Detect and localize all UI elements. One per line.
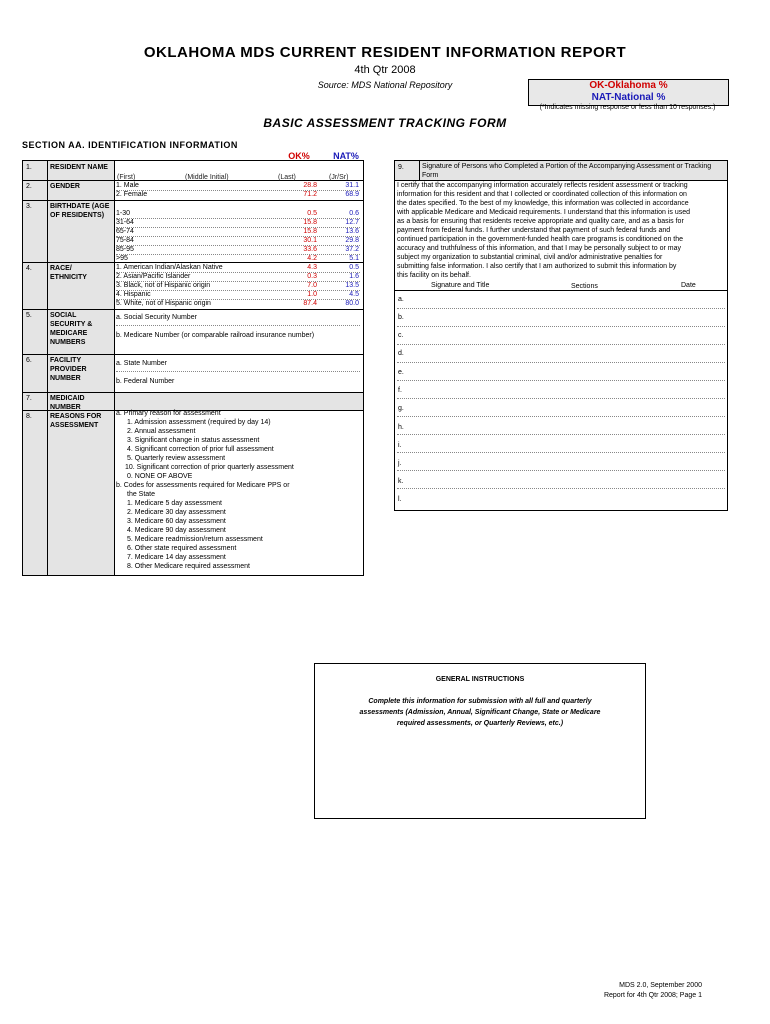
- age-nat-value: 12.7: [345, 219, 359, 226]
- signature-slot-rule: [397, 416, 725, 417]
- reason-line: b. Codes for assessments required for Medicare PPS or: [116, 482, 290, 489]
- signature-slot-rule: [397, 308, 725, 309]
- age-option: 75-84: [116, 237, 134, 244]
- race-option: 4. Hispanic: [116, 291, 151, 298]
- federal-number-label: b. Federal Number: [116, 378, 175, 385]
- form-title: BASIC ASSESSMENT TRACKING FORM: [263, 116, 507, 130]
- certification-line: continued participation in the government-funded health care programs is conditioned on the: [397, 236, 684, 243]
- reason-line: 2. Medicare 30 day assessment: [127, 509, 226, 516]
- gender-option: 1. Male: [116, 182, 139, 189]
- reasons-label: REASONS FOR ASSESSMENT: [50, 413, 102, 429]
- ssn-field-label: a. Social Security Number: [116, 314, 197, 321]
- instructions-line: Complete this information for submission with all full and quarterly: [368, 698, 592, 705]
- race-ok-value: 87.4: [303, 300, 317, 307]
- name-middle: (Middle Initial): [185, 174, 229, 181]
- column-divider: [419, 161, 420, 180]
- certification-line: payment from federal funds. I further understand that payment of such federal funds and: [397, 227, 671, 234]
- identification-table: [22, 160, 364, 576]
- dotted-rule: [116, 371, 360, 372]
- signature-slot-rule: [397, 344, 725, 345]
- signature-slot-rule: [397, 452, 725, 453]
- reason-line: 1. Admission assessment (required by day 14): [127, 419, 271, 426]
- signature-slot-label: a.: [398, 296, 404, 303]
- gender-nat-value: 31.1: [345, 182, 359, 189]
- report-source: Source: MDS National Repository: [317, 80, 453, 90]
- dotted-rule: [116, 254, 360, 255]
- signature-slot-label: e.: [398, 369, 404, 376]
- dotted-rule: [116, 290, 360, 291]
- color-legend: [528, 79, 729, 106]
- reason-line: 10. Significant correction of prior quarterly assessment: [125, 464, 294, 471]
- column-divider: [47, 161, 48, 575]
- reason-line: 2. Annual assessment: [127, 428, 196, 435]
- dotted-rule: [116, 236, 360, 237]
- signature-slot-rule: [397, 434, 725, 435]
- age-ok-value: 4.2: [307, 255, 317, 262]
- certification-line: this facility on its behalf.: [397, 272, 471, 279]
- item-number: 3.: [26, 203, 32, 210]
- age-nat-value: 5.1: [349, 255, 359, 262]
- signature-slot-rule: [397, 362, 725, 363]
- report-quarter: 4th Qtr 2008: [354, 64, 416, 76]
- item-number: 8.: [26, 413, 32, 420]
- reason-line: 4. Medicare 90 day assessment: [127, 527, 226, 534]
- medicaid-label: MEDICAID NUMBER: [50, 395, 85, 411]
- birthdate-label: BIRTHDATE (AGE OF RESIDENTS): [50, 203, 110, 219]
- item-number: 5.: [26, 312, 32, 319]
- race-option: 5. White, not of Hispanic origin: [116, 300, 211, 307]
- race-ok-value: 7.0: [307, 282, 317, 289]
- certification-line: the dates specified. To the best of my knowledge, this information was collected in accordance: [397, 200, 689, 207]
- footer-page: Report for 4th Qtr 2008; Page 1: [603, 992, 702, 999]
- item-number: 1.: [26, 164, 32, 171]
- name-first: (First): [117, 174, 136, 181]
- signature-heading: Signature of Persons who Completed a Portion of the Accompanying Assessment or Tracking Form: [422, 163, 712, 179]
- certification-line: submitting false information. I also certify that I am authorized to submit this information by: [397, 263, 677, 270]
- row-divider: [23, 200, 363, 201]
- instructions-heading: GENERAL INSTRUCTIONS: [435, 676, 525, 683]
- race-ok-value: 4.3: [307, 264, 317, 271]
- signature-slot-label: l.: [398, 496, 402, 503]
- dotted-rule: [116, 227, 360, 228]
- age-ok-value: 15.8: [303, 228, 317, 235]
- signature-slot-label: f.: [398, 387, 402, 394]
- item-number: 4.: [26, 265, 32, 272]
- certification-line: I certify that the accompanying information accurately reflects resident assessment or tracking: [397, 182, 688, 189]
- certification-line: subject my organization to substantial criminal, civil and/or administrative penalties for: [397, 254, 663, 261]
- signature-slot-rule: [397, 326, 725, 327]
- age-ok-value: 15.8: [303, 219, 317, 226]
- race-nat-value: 4.5: [349, 291, 359, 298]
- state-number-label: a. State Number: [116, 360, 167, 367]
- reason-line: 7. Medicare 14 day assessment: [127, 554, 226, 561]
- dotted-rule: [116, 245, 360, 246]
- dotted-rule: [116, 325, 360, 326]
- race-label: RACE/ ETHNICITY: [50, 265, 87, 281]
- reason-line: the State: [127, 491, 156, 498]
- age-option: 31-64: [116, 219, 134, 226]
- reason-line: 5. Quarterly review assessment: [127, 455, 226, 462]
- reason-line: 5. Medicare readmission/return assessment: [127, 536, 263, 543]
- row-divider: [23, 309, 363, 310]
- reason-line: 3. Medicare 60 day assessment: [127, 518, 226, 525]
- race-nat-value: 13.5: [345, 282, 359, 289]
- item-number: 2.: [26, 183, 32, 190]
- age-ok-value: 30.1: [303, 237, 317, 244]
- gender-label: GENDER: [50, 183, 80, 190]
- medicare-field-label: b. Medicare Number (or comparable railroad insurance number): [116, 332, 315, 339]
- instructions-line: required assessments, or Quarterly Reviews, etc.): [396, 720, 564, 727]
- age-ok-value: 33.6: [303, 246, 317, 253]
- signature-slot-label: k.: [398, 478, 404, 485]
- reason-line: 1. Medicare 5 day assessment: [127, 500, 222, 507]
- race-option: 3. Black, not of Hispanic origin: [116, 282, 211, 289]
- age-nat-value: 29.8: [345, 237, 359, 244]
- certification-line: information for this resident and that I collected or coordinated collection of this information on: [397, 191, 687, 198]
- gender-option: 2. Female: [116, 191, 148, 198]
- age-nat-value: 13.6: [345, 228, 359, 235]
- age-option: >95: [116, 255, 128, 262]
- certification-line: as a basis for ensuring that residents receive appropriate and quality care, and as a basis for: [397, 218, 684, 225]
- signature-slot-label: h.: [398, 424, 404, 431]
- signature-column-header: Signature and Title: [431, 282, 490, 289]
- ok-column-header: OK%: [288, 151, 310, 161]
- age-ok-value: 0.5: [307, 210, 317, 217]
- signature-slot-label: c.: [398, 332, 404, 339]
- missing-note: (*Indicates missing response or less than 10 responses.): [539, 104, 716, 111]
- reason-line: 6. Other state required assessment: [127, 545, 237, 552]
- item-number: 7.: [26, 395, 32, 402]
- page-footer: [560, 981, 702, 1001]
- instructions-line: assessments (Admission, Annual, Significant Change, State or Medicare: [359, 709, 601, 716]
- row-divider: [395, 290, 727, 291]
- reason-line: 8. Other Medicare required assessment: [127, 563, 250, 570]
- signature-slot-label: d.: [398, 350, 404, 357]
- age-option: 85-95: [116, 246, 134, 253]
- reason-line: a. Primary reason for assessment: [116, 410, 221, 417]
- row-divider: [23, 392, 363, 393]
- dotted-rule: [116, 190, 360, 191]
- dotted-rule: [116, 218, 360, 219]
- reason-line: 4. Significant correction of prior full assessment: [127, 446, 274, 453]
- age-option: 65-74: [116, 228, 134, 235]
- race-option: 2. Asian/Pacific Islander: [116, 273, 191, 280]
- general-instructions-box: [314, 663, 646, 819]
- signature-slot-rule: [397, 398, 725, 399]
- signature-slot-label: j.: [398, 460, 402, 467]
- footer-version: MDS 2.0, September 2000: [619, 982, 702, 989]
- legend-ok: OK-Oklahoma %: [589, 80, 668, 91]
- instructions-body: [315, 696, 645, 729]
- resident-name-label: RESIDENT NAME: [50, 164, 108, 171]
- legend-nat: NAT-National %: [591, 92, 666, 103]
- certification-line: accuracy and truthfulness of this information, and that I may be personally subject to or may: [397, 245, 682, 252]
- race-nat-value: 80.0: [345, 300, 359, 307]
- age-nat-value: 37.2: [345, 246, 359, 253]
- race-ok-value: 1.0: [307, 291, 317, 298]
- signature-slot-rule: [397, 380, 725, 381]
- date-column-header: Date: [681, 282, 696, 289]
- gender-ok-value: 28.8: [303, 182, 317, 189]
- name-jr-sr: (Jr/Sr): [329, 174, 349, 181]
- signature-slot-rule: [397, 470, 725, 471]
- reason-line: 0. NONE OF ABOVE: [127, 473, 193, 480]
- signature-slot-rule: [397, 488, 725, 489]
- ssn-label: SOCIAL SECURITY & MEDICARE NUMBERS: [50, 312, 93, 346]
- signature-slot-label: g.: [398, 405, 404, 412]
- item-number: 6.: [26, 357, 32, 364]
- row-divider: [23, 354, 363, 355]
- age-option: 1-30: [116, 210, 131, 217]
- gender-nat-value: 68.9: [345, 191, 359, 198]
- sections-column-header: Sections: [571, 283, 598, 290]
- reason-line: 3. Significant change in status assessment: [127, 437, 260, 444]
- certification-line: with applicable Medicare and Medicaid requirements. I understand that this information is used: [397, 209, 690, 216]
- signature-slot-label: b.: [398, 314, 404, 321]
- race-nat-value: 1.6: [349, 273, 359, 280]
- signature-slot-label: i.: [398, 442, 402, 449]
- signature-table: [394, 160, 728, 511]
- race-nat-value: 0.5: [349, 264, 359, 271]
- race-option: 1. American Indian/Alaskan Native: [116, 264, 223, 271]
- age-nat-value: 0.6: [349, 210, 359, 217]
- report-title: OKLAHOMA MDS CURRENT RESIDENT INFORMATION REPORT: [143, 44, 627, 61]
- column-divider: [114, 161, 115, 575]
- nat-column-header: NAT%: [333, 151, 359, 161]
- name-last: (Last): [278, 174, 296, 181]
- facility-label: FACILITY PROVIDER NUMBER: [50, 357, 87, 382]
- race-ok-value: 0.3: [307, 273, 317, 280]
- item-number: 9.: [398, 164, 404, 171]
- gender-ok-value: 71.2: [303, 191, 317, 198]
- section-heading: SECTION AA. IDENTIFICATION INFORMATION: [22, 140, 238, 150]
